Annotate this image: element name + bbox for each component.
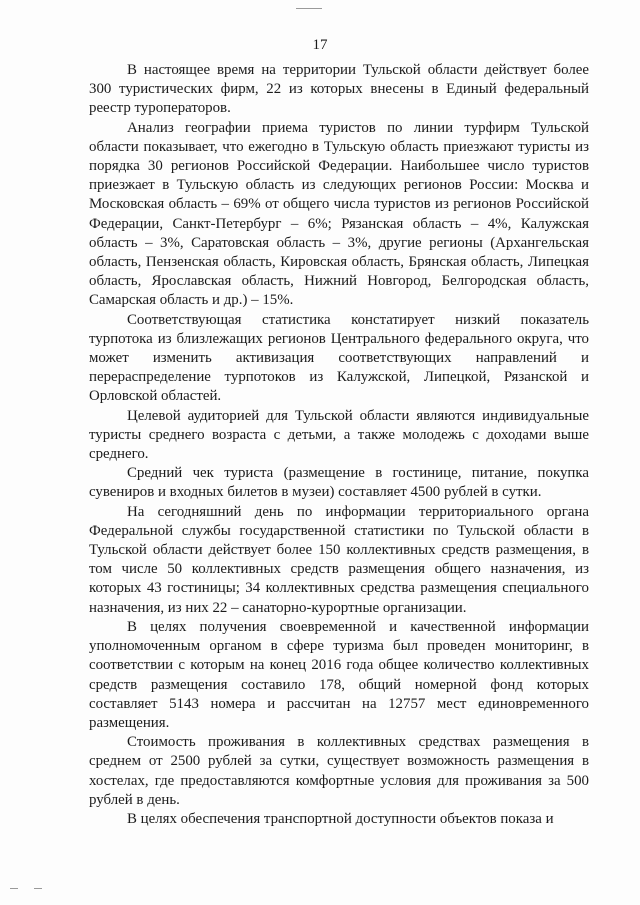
document-body [89,61,589,829]
scan-artifact [10,888,18,889]
page-number: 17 [312,37,328,53]
paragraph: На сегодняшний день по информации территориального органа Федеральной службы государственной статистики по Тульской области в Тульской области действует более 150 коллективных средств размещения, в том числе 50 коллективных средств размещения общего назначения, из которых 43 гостиницы; 34 коллективных средства размещения специального назначения, из них 22 – санаторно-курортные организации. [89,503,589,616]
paragraph: В целях обеспечения транспортной доступности объектов показа и [127,810,554,827]
scan-artifact [296,8,322,9]
paragraph: В настоящее время на территории Тульской области действует более 300 туристических фирм, 22 из которых внесены в Единый федеральный реестр туроператоров. [89,62,589,117]
paragraph: Анализ географии приема туристов по линии турфирм Тульской области показывает, что ежегодно в Тульскую область приезжают туристы из порядка 30 регионов Российской Федерации. Наибольшее число туристов приезжает в Тульскую область из следующих регионов России: Москва и Московская область – 69% от общего числа туристов из регионов Российской Федерации, Санкт-Петербург – 6%; Рязанская область – 4%, Калужская область – 3%, Саратовская область – 3%, другие регионы (Архангельская область, Пензенская область, Кировская область, Брянская область, Липецкая область, Ярославская область, Нижний Новгород, Белгородская область, Самарская область и др.) – 15%. [89,119,589,309]
paragraph: Соответствующая статистика констатирует низкий показатель турпотока из близлежащих регионов Центрального федерального округа, что может изменить активизация соответствующих направлений и перераспределение турпотоков из Калужской, Липецкой, Рязанской и Орловской областей. [89,311,589,405]
scan-artifact [34,888,42,889]
paragraph: В целях получения своевременной и качественной информации уполномоченным органом в сфере туризма был проведен мониторинг, в соответствии с которым на конец 2016 года общее количество коллективных средств размещения составило 178, общий номерной фонд которых составляет 5143 номера и рассчитан на 12757 мест единовременного размещения. [89,618,589,731]
paragraph: Средний чек туриста (размещение в гостинице, питание, покупка сувениров и входных билетов в музеи) составляет 4500 рублей в сутки. [89,465,589,501]
paragraph: Стоимость проживания в коллективных средствах размещения в среднем от 2500 рублей за сутки, существует возможность размещения в хостелах, где предоставляются комфортные условия для проживания за 500 рублей в день. [89,734,589,808]
paragraph: Целевой аудиторией для Тульской области являются индивидуальные туристы среднего возраста с детьми, а также молодежь с доходами выше среднего. [89,407,589,463]
